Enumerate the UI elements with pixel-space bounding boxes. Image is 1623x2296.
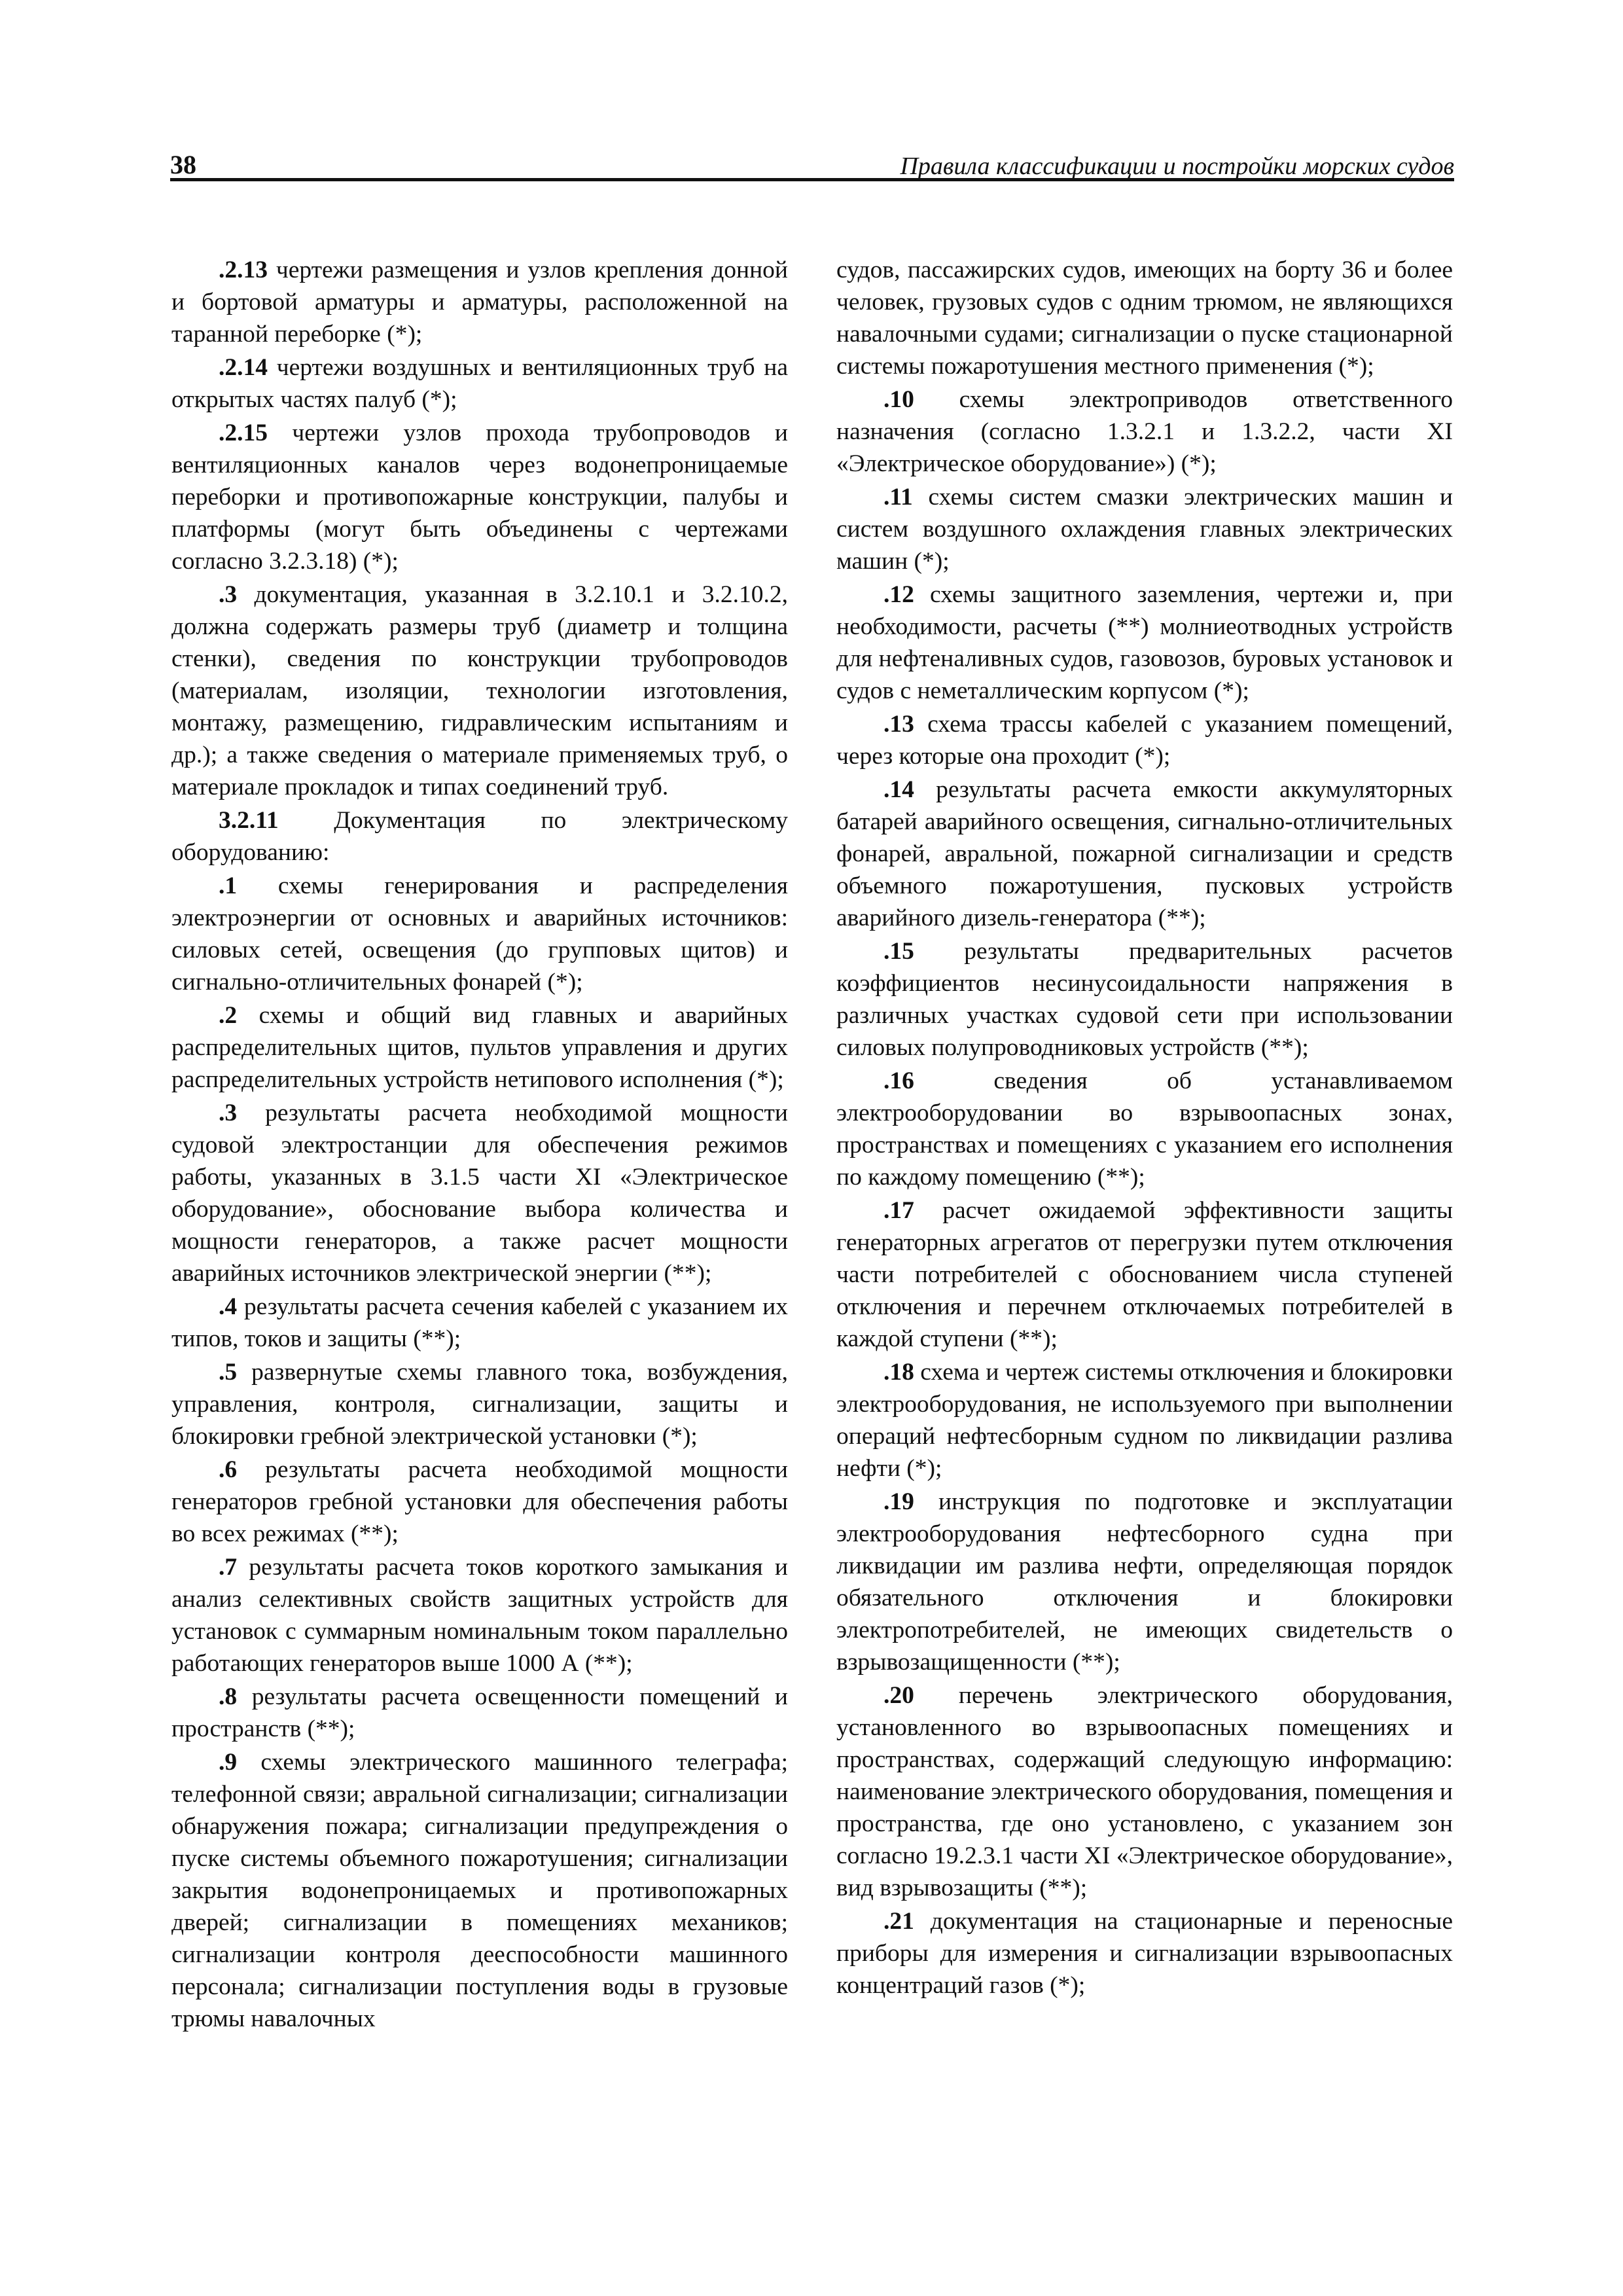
- item-text: схемы генерирования и распределения электроэнергии от основных и аварийных источников: силовых сетей, освещения (до групповых щитов) и сигнально-отличительных фонарей (*);: [171, 872, 788, 996]
- item-number: .17: [883, 1197, 914, 1224]
- item-text: сведения об устанавливаемом электрооборудовании во взрывоопасных зонах, пространствах и помещениях с указанием его исполнения по каждому помещению (**);: [836, 1067, 1453, 1191]
- item-text: результаты расчета необходимой мощности генераторов гребной установки для обеспечения работы во всех режимах (**);: [171, 1456, 788, 1547]
- item-number: .8: [219, 1683, 238, 1710]
- item-number: .3: [219, 581, 238, 608]
- right-column: [836, 254, 1453, 2003]
- item-number: .7: [219, 1554, 238, 1581]
- item-text: Документация по электрическому оборудованию:: [171, 807, 788, 866]
- paragraph: [836, 1486, 1453, 1678]
- paragraph: [171, 1551, 788, 1679]
- item-number: .16: [883, 1067, 914, 1094]
- paragraph: [171, 1454, 788, 1550]
- item-text: результаты расчета емкости аккумуляторных батарей аварийного освещения, сигнально-отличительных фонарей, авральной, пожарной сигнализации и средств объемного пожаротушения, пусковых устройств аварийного дизель-генератора (**);: [836, 776, 1453, 931]
- paragraph: [171, 999, 788, 1096]
- paragraph: [836, 1194, 1453, 1355]
- paragraph: [836, 774, 1453, 934]
- paragraph: [171, 1291, 788, 1355]
- item-text: схемы систем смазки электрических машин и систем воздушного охлаждения главных электрических машин (*);: [836, 484, 1453, 575]
- item-text: результаты расчета сечения кабелей с указанием их типов, токов и защиты (**);: [171, 1293, 788, 1352]
- item-number: .19: [883, 1488, 914, 1515]
- running-title: Правила классификации и постройки морских судов: [900, 152, 1454, 180]
- item-number: .1: [219, 872, 238, 899]
- left-column: [171, 254, 788, 2036]
- item-number: .2: [219, 1002, 238, 1029]
- item-number: .20: [883, 1682, 914, 1709]
- item-text: схемы электроприводов ответственного назначения (согласно 1.3.2.1 и 1.3.2.2, части XI «Электрическое оборудование») (*);: [836, 386, 1453, 477]
- page-header: [170, 143, 1454, 179]
- paragraph: [836, 935, 1453, 1064]
- item-text: схемы электрического машинного телеграфа; телефонной связи; авральной сигнализации; сигнализации обнаружения пожара; сигнализации предупреждения о пуске системы объемного пожаротушения; сигнализации закрытия водонепроницаемых и противопожарных дверей; сигнализации в помещениях механиков; сигнализации контроля дееспособности машинного персонала; сигнализации поступления воды в грузовые трюмы навалочных: [171, 1749, 788, 2032]
- paragraph: [171, 417, 788, 577]
- item-number: .21: [883, 1908, 914, 1935]
- header-rule: [170, 178, 1454, 181]
- paragraph: [171, 870, 788, 998]
- item-text: схема трассы кабелей с указанием помещений, через которые она проходит (*);: [836, 711, 1453, 770]
- paragraph: [171, 1097, 788, 1289]
- item-text: схемы защитного заземления, чертежи и, при необходимости, расчеты (**) молниеотводных устройств для нефтеналивных судов, газовозов, буровых установок и судов с неметаллическим корпусом (*);: [836, 581, 1453, 704]
- item-number: .12: [883, 581, 914, 608]
- item-number: 3.2.11: [219, 807, 279, 834]
- paragraph: [171, 351, 788, 416]
- item-number: .11: [883, 484, 913, 511]
- item-text: результаты расчета освещенности помещений и пространств (**);: [171, 1683, 788, 1742]
- paragraph: [171, 254, 788, 350]
- item-number: .15: [883, 938, 914, 965]
- paragraph: [836, 579, 1453, 707]
- item-text: схема и чертеж системы отключения и блокировки электрооборудования, не используемого при выполнении операций нефтесборным судном по ликвидации разлива нефти (*);: [836, 1359, 1453, 1482]
- item-number: .2.15: [219, 420, 268, 446]
- item-text: схемы и общий вид главных и аварийных распределительных щитов, пультов управления и других распределительных устройств нетипового исполнения (*);: [171, 1002, 788, 1093]
- item-text: судов, пассажирских судов, имеющих на борту 36 и более человек, грузовых судов с одним трюмом, не являющихся навалочными судами; сигнализации о пуске стационарной системы пожаротушения местного применения (*);: [836, 257, 1453, 380]
- paragraph: [836, 384, 1453, 480]
- item-text: развернутые схемы главного тока, возбуждения, управления, контроля, сигнализации, защиты и блокировки гребной электрической установки (*);: [171, 1359, 788, 1450]
- item-number: .10: [883, 386, 914, 413]
- paragraph: [836, 1679, 1453, 1904]
- paragraph: [836, 254, 1453, 382]
- paragraph: [836, 1356, 1453, 1484]
- item-text: чертежи воздушных и вентиляционных труб на открытых частях палуб (*);: [171, 354, 788, 413]
- item-number: .18: [883, 1359, 914, 1386]
- item-text: документация на стационарные и переносные приборы для измерения и сигнализации взрывоопасных концентраций газов (*);: [836, 1908, 1453, 1999]
- item-text: результаты расчета токов короткого замыкания и анализ селективных свойств защитных устройств для установок с суммарным номинальным током параллельно работающих генераторов выше 1000 А (**);: [171, 1554, 788, 1677]
- item-text: перечень электрического оборудования, установленного во взрывоопасных помещениях и пространствах, содержащий следующую информацию: наименование электрического оборудования, помещения и пространства, где оно установлено, с указанием зон согласно 19.2.3.1 части XI «Электрическое оборудование», вид взрывозащиты (**);: [836, 1682, 1453, 1901]
- paragraph: [836, 1905, 1453, 2001]
- item-text: документация, указанная в 3.2.10.1 и 3.2.10.2, должна содержать размеры труб (диаметр и толщина стенки), сведения по конструкции трубопроводов (материалам, изоляции, технологии изготовления, монтажу, размещению, гидравлическим испытаниям и др.); а также сведения о материале применяемых труб, о материале прокладок и типах соединений труб.: [171, 581, 788, 800]
- paragraph: [171, 804, 788, 869]
- item-number: .9: [219, 1749, 238, 1776]
- item-text: результаты предварительных расчетов коэффициентов несинусоидальности напряжения в различных участках судовой сети при использовании силовых полупроводниковых устройств (**);: [836, 938, 1453, 1061]
- item-text: инструкция по подготовке и эксплуатации электрооборудования нефтесборного судна при ликвидации им разлива нефти, определяющая порядок обязательного отключения и блокировки электропотребителей, не имеющих свидетельств о взрывозащищенности (**);: [836, 1488, 1453, 1676]
- paragraph: [836, 481, 1453, 577]
- page-number: 38: [170, 150, 196, 179]
- item-number: .3: [219, 1100, 238, 1126]
- item-number: .14: [883, 776, 914, 803]
- item-number: .2.13: [219, 257, 268, 283]
- paragraph: [171, 1356, 788, 1452]
- item-text: чертежи узлов прохода трубопроводов и вентиляционных каналов через водонепроницаемые переборки и противопожарные конструкции, палубы и платформы (могут быть объединены с чертежами согласно 3.2.3.18) (*);: [171, 420, 788, 575]
- item-text: результаты расчета необходимой мощности судовой электростанции для обеспечения режимов работы, указанных в 3.1.5 части XI «Электрическое оборудование», обоснование выбора количества и мощности генераторов, а также расчет мощности аварийных источников электрической энергии (**);: [171, 1100, 788, 1287]
- item-text: чертежи размещения и узлов крепления донной и бортовой арматуры и арматуры, расположенной на таранной переборке (*);: [171, 257, 788, 348]
- item-number: .6: [219, 1456, 238, 1483]
- item-number: .13: [883, 711, 914, 738]
- item-text: расчет ожидаемой эффективности защиты генераторных агрегатов от перегрузки путем отключения части потребителей с обоснованием числа ступеней отключения и перечнем отключаемых потребителей в каждой ступени (**);: [836, 1197, 1453, 1352]
- paragraph: [836, 1065, 1453, 1193]
- paragraph: [836, 708, 1453, 772]
- item-number: .5: [219, 1359, 238, 1386]
- item-number: .2.14: [219, 354, 268, 381]
- item-number: .4: [219, 1293, 238, 1320]
- paragraph: [171, 1681, 788, 1745]
- paragraph: [171, 1746, 788, 2035]
- paragraph: [171, 579, 788, 803]
